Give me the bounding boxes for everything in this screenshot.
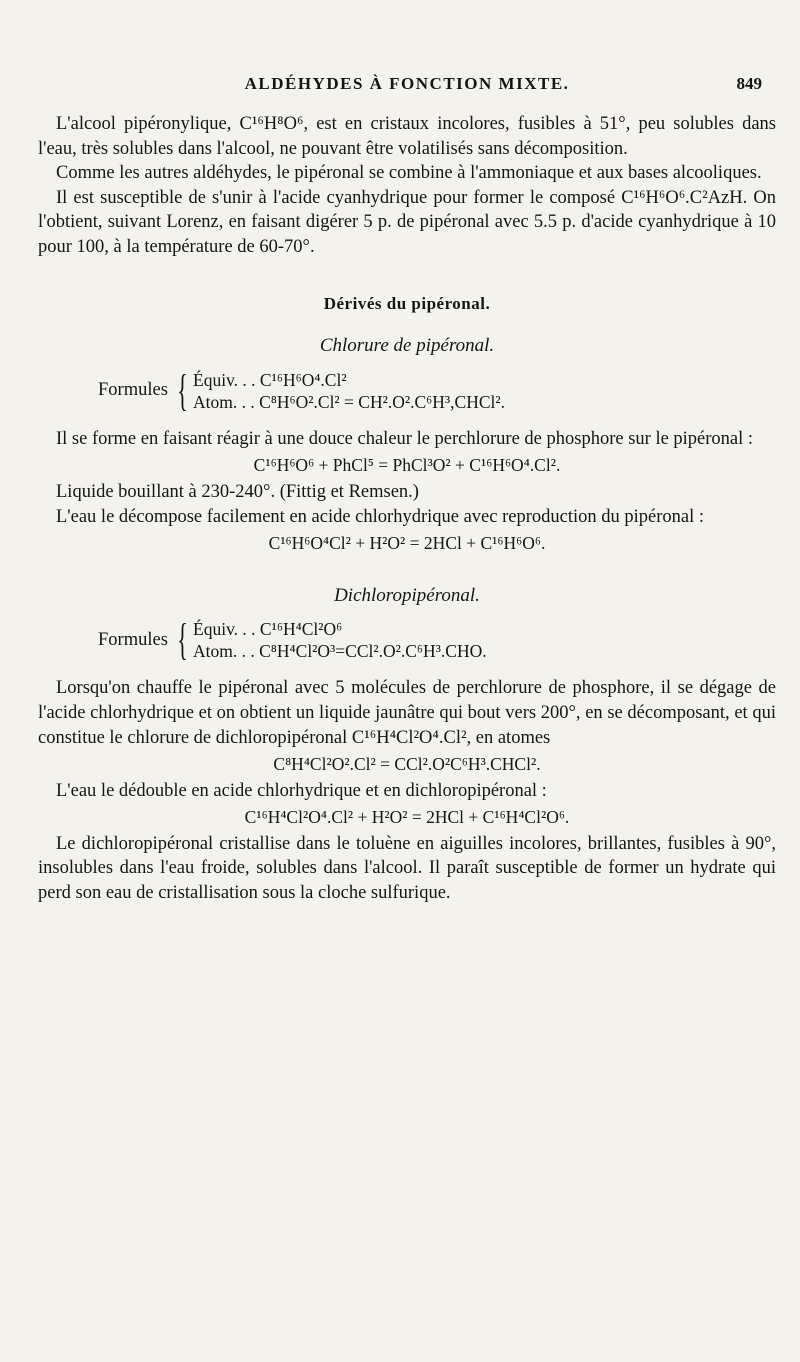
paragraph-liquide: Liquide bouillant à 230-240°. (Fittig et Remsen.)	[56, 481, 419, 502]
equation-perchlorure: C¹⁶H⁶O⁶ + PhCl⁵ = PhCl³O² + C¹⁶H⁶O⁴.Cl².	[253, 455, 561, 476]
formula-atom: Atom. . . C⁸H⁴Cl²O³=CCl².O².C⁶H³.CHO.	[193, 641, 487, 662]
equation-atomes: C⁸H⁴Cl²O².Cl² = CCl².O²C⁶H³.CHCl².	[273, 754, 541, 775]
paragraph-acide-cyanhydrique: Il est susceptible de s'unir à l'acide cyanhydrique pour former le composé C¹⁶H⁶O⁶.C²AzH. On l'obtient, suivant Lorenz, en faisant digérer 5 p. de pipéronal avec 5.5 p. d'acide cyanhydrique à 10 pour 100, à la température de 60-70°.	[38, 187, 776, 257]
brace-icon: {	[177, 365, 188, 415]
paragraph-combinaison-ammoniaque: Comme les autres aldéhydes, le pipéronal se combine à l'ammoniaque et aux bases alcooliques.	[56, 163, 762, 184]
paragraph-alcool-piperonylique: L'alcool pipéronylique, C¹⁶H⁸O⁶, est en cristaux incolores, fusibles à 51°, peu solubles dans l'eau, très solubles dans l'alcool, ne pouvant être volatilisés sans décomposition.	[38, 114, 776, 159]
equation-dedoublement: C¹⁶H⁴Cl²O⁴.Cl² + H²O² = 2HCl + C¹⁶H⁴Cl²O⁶.	[244, 807, 570, 828]
formula-lines	[193, 618, 487, 662]
page-number: 849	[736, 74, 762, 93]
paragraph-dedoublement: L'eau le dédouble en acide chlorhydrique et en dichloropipéronal :	[56, 780, 547, 801]
formula-block-dichloro	[98, 615, 776, 665]
compound-title-dichloro: Dichloropipéronal.	[334, 584, 480, 606]
compound-title-chlorure: Chlorure de pipéronal.	[319, 335, 495, 357]
formula-block-chlorure	[98, 365, 776, 415]
formula-label: Formules	[98, 630, 168, 651]
paragraph-decomposition: L'eau le décompose facilement en acide chlorhydrique avec reproduction du pipéronal :	[56, 506, 704, 527]
paragraph-cristallisation: Le dichloropipéronal cristallise dans le toluène en aiguilles incolores, brillantes, fusibles à 90°, insolubles dans l'eau froide, solubles dans l'alcool. Il paraît susceptible de former un hydrate qui perd son eau de cristallisation sous la cloche sulfurique.	[38, 833, 776, 904]
formula-equiv: Équiv. . . C¹⁶H⁶O⁴.Cl²	[193, 369, 347, 390]
formula-lines	[193, 369, 505, 413]
paragraph-formation: Il se forme en faisant réagir à une douce chaleur le perchlorure de phosphore sur le pipéronal :	[56, 428, 754, 449]
section-title: Dérivés du pipéronal.	[323, 293, 491, 313]
formula-label: Formules	[98, 380, 168, 401]
brace-icon: {	[177, 615, 188, 665]
formula-equiv: Équiv. . . C¹⁶H⁴Cl²O⁶	[193, 619, 343, 640]
running-title: ALDÉHYDES À FONCTION MIXTE.	[244, 74, 570, 93]
formula-atom: Atom. . . C⁸H⁶O².Cl² = CH².O².C⁶H³,CHCl².	[193, 391, 505, 412]
page-body	[38, 112, 776, 906]
equation-hydrolyse: C¹⁶H⁶O⁴Cl² + H²O² = 2HCl + C¹⁶H⁶O⁶.	[268, 533, 546, 554]
paragraph-chlorure-dichloro: Lorsqu'on chauffe le pipéronal avec 5 molécules de perchlorure de phosphore, il se dégage de l'acide chlorhydrique et on obtient un liquide jaunâtre qui bout vers 200°, en se décomposant, et qui constitue le chlorure de dichloropipéronal C¹⁶H⁴Cl²O⁴.Cl², en atomes	[38, 678, 776, 748]
